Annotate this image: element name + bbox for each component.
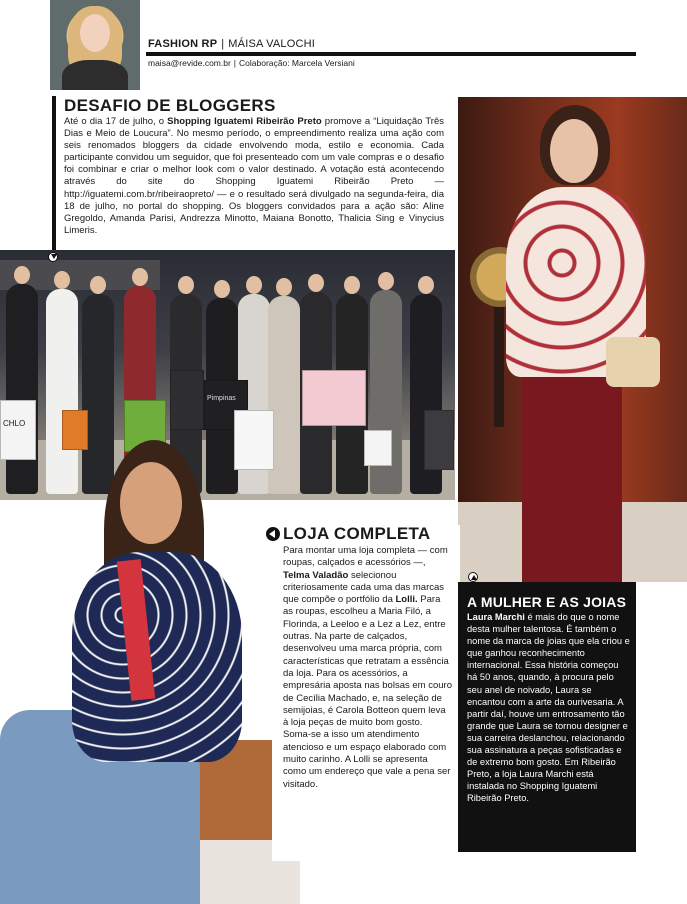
store-name: Lolli. — [395, 594, 418, 606]
mall-name: Shopping Iguatemi Ribeirão Preto — [167, 116, 322, 127]
joias-title: A MULHER E AS JOIAS — [467, 594, 627, 610]
bloggers-text: Até o dia 17 de julho, o Shopping Iguatemi Ribeirão Preto promove a “Liquidação Três Dias e Meio de Loucura”. No mesmo período, o empreendimento realiza uma ação com seis renomados bloggers da cidade envolvendo moda, estilo e economia. Cada participante convidou um seguidor, que foi presenteado com um vale compras e o desafio foi combinar e criar o melhor look com o valor destinado. A votação está acontecendo através do site do Shopping Iguatemi Ribeirão Preto — http://iguatemi.com.br/ribeiraopreto/ — e o resultado será divulgado na segunda-feira, dia 18 de julho, no portal do shopping. Os bloggers convidados para a ação são: Aline Gregoldo, Amanda Parisi, Andrezza Minotto, Maiana Bonotto, Thalicia Sing e Vinycius Limeris. — [64, 116, 444, 236]
column-header — [148, 38, 315, 50]
credits-divider: | — [233, 58, 237, 68]
header-divider: | — [221, 38, 225, 50]
columnist-photo — [50, 0, 140, 90]
header-rule — [146, 52, 636, 56]
bloggers-title: DESAFIO DE BLOGGERS — [64, 96, 276, 115]
arrow-left-icon — [266, 527, 280, 541]
telma-valadao-photo — [0, 440, 300, 904]
telma-name: Telma Valadão — [283, 569, 349, 581]
header-credits — [148, 58, 355, 68]
shopping-bag: Pimpinas — [204, 380, 248, 430]
shopping-bag: CHLO — [0, 400, 36, 460]
joias-text: Laura Marchi é mais do que o nome desta mulher talentosa. É também o nome da marca de joias que ela criou e que ganhou reconhecimento internacional. Essa história começou há 50 anos, quando, à procura pelo seu anel de noivado, Laura se encantou com a arte da ourivesaria. A partir daí, houve um entrosamento tão grande que Laura se tornou designer e sua carreira deslanchou, relacionando sua assinatura a peças sofisticadas e de extremo bom gosto. Em Ribeirão Preto, a loja Laura Marchi está instalada no Shopping Iguatemi Ribeirão Preto. — [467, 612, 630, 804]
author-email[interactable]: maisa@revide.com.br — [148, 58, 231, 68]
laura-marchi-photo — [458, 97, 687, 582]
caption-arrow-up-icon — [468, 572, 478, 582]
author-name: MÁISA VALOCHI — [228, 38, 316, 50]
caption-arrow-icon — [48, 252, 58, 262]
laura-name: Laura Marchi — [467, 612, 525, 622]
section-bar — [52, 96, 56, 256]
loja-title: LOJA COMPLETA — [266, 524, 430, 544]
section-name: FASHION RP — [148, 38, 218, 50]
collaborator: Colaboração: Marcela Versiani — [239, 58, 355, 68]
loja-text: Para montar uma loja completa — com roupas, calçados e acessórios —, Telma Valadão selecionou criteriosamente cada uma das marcas que compõe o portfólio da Lolli. Para as roupas, escolheu a Maria Filó, a Florinda, a Leeloo e a Lez a Lez, entre outras. Na parte de calçados, desenvolveu uma marca própria, com características que retratam a essência da loja. Para os acessórios, a empresária aposta nas bolsas em couro de Cecília Machado, e, na seleção de semijoias, é Carola Botteon quem leva à loja peças de muito bom gosto. Soma-se a isso um atendimento atencioso e um espaço elaborado com muito carinho. A Lolli se apresenta como um endereço que vale a pena ser visitado. — [283, 545, 452, 790]
